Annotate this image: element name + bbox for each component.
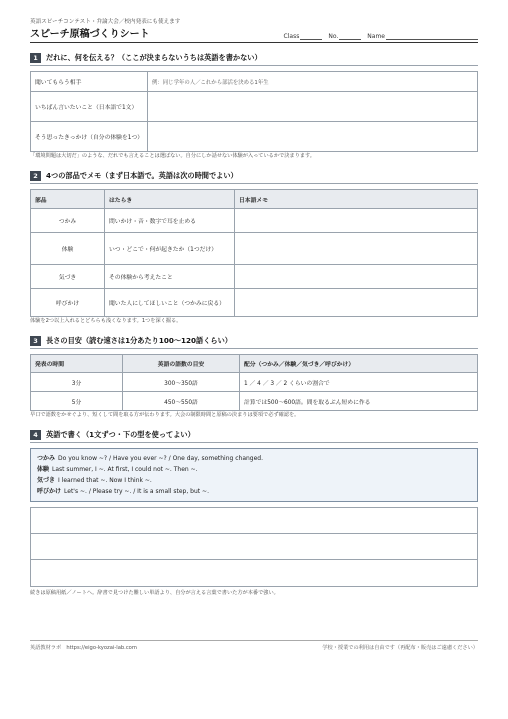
footer-terms: 学校・授業での利用は自由です（再配布・販売はご遠慮ください） (322, 645, 478, 651)
pattern-text: Do you know ~? / Have you ever ~? / One day, something changed. (58, 455, 264, 462)
role-cell: その体験から考えたこと (105, 265, 235, 289)
column-header: 発表の時間 (31, 355, 123, 373)
part-cell: 気づき (31, 265, 105, 289)
pattern-text: Last summer, I ~. At first, I could not ~. Then ~. (52, 466, 198, 473)
table-row (31, 72, 478, 92)
pattern-line (37, 486, 471, 497)
section4-number: 4 (30, 430, 41, 440)
role-cell: 聞いた人にしてほしいこと（つかみに戻る） (105, 289, 235, 317)
name-field[interactable] (367, 33, 478, 40)
time-cell: 5分 (31, 392, 123, 411)
memo-field[interactable] (235, 209, 478, 233)
memo-field[interactable] (235, 265, 478, 289)
memo-field[interactable] (235, 289, 478, 317)
section1-number: 1 (30, 53, 41, 63)
section4-title: 英語で書く（1文ずつ・下の型を使ってよい） (46, 430, 195, 439)
section3-table (30, 354, 478, 411)
column-header: 部品 (31, 190, 105, 209)
table-row (31, 209, 478, 233)
part-cell: 体験 (31, 233, 105, 265)
writing-line[interactable] (31, 560, 477, 586)
row-label: そう思ったきっかけ（自分の体験を1つ） (31, 122, 148, 152)
role-cell: 問いかけ・音・数字で耳を止める (105, 209, 235, 233)
pattern-label: 呼びかけ (37, 488, 62, 495)
writing-line[interactable] (31, 508, 477, 534)
ratio-cell: 1 ／ 4 ／ 3 ／ 2 くらいの割合で (240, 373, 478, 392)
table-row (31, 289, 478, 317)
section1-table (30, 71, 478, 152)
header-subtitle: 英語スピーチコンテスト・弁論大会／校内発表にも使えます (30, 19, 181, 25)
row-value-field[interactable] (148, 92, 478, 122)
pattern-label: 気づき (37, 477, 56, 484)
ratio-cell: 計算では500〜600語。間を取るぶん短めに作る (240, 392, 478, 411)
table-row (31, 373, 478, 392)
part-cell: 呼びかけ (31, 289, 105, 317)
row-value-field[interactable]: 例：同じ学年の人／これから部活を決める1年生 (148, 72, 478, 92)
words-cell: 300〜350語 (123, 373, 240, 392)
footer-source: 英語教材ラボ https://eigo-kyozai-lab.com (30, 645, 137, 651)
role-cell: いつ・どこで・何が起きたか（1つだけ） (105, 233, 235, 265)
section4-header (30, 429, 478, 443)
column-header: 日本語メモ (235, 190, 478, 209)
table-row (31, 392, 478, 411)
section3-title: 長さの目安（読む速さは1分あたり100〜120語くらい） (46, 336, 232, 345)
worksheet (30, 18, 478, 598)
class-field[interactable] (284, 33, 323, 40)
writing-line[interactable] (31, 534, 477, 560)
table-row (31, 122, 478, 152)
part-cell: つかみ (31, 209, 105, 233)
section3-header (30, 335, 478, 349)
row-value-field[interactable] (148, 122, 478, 152)
name-label: Name (367, 33, 385, 40)
pattern-text: Let's ~. / Please try ~. / It is a small step, but ~. (64, 488, 209, 495)
page-title: スピーチ原稿づくりシート (30, 29, 150, 40)
number-field[interactable] (328, 33, 361, 40)
column-header: 配分（つかみ／体験／気づき／呼びかけ） (240, 355, 478, 373)
section3-note: 早口で語数をかせぐより、短くして間を取る方が伝わります。大会の制限時間と原稿の決まりは要項で必ず確認を。 (30, 412, 300, 418)
pattern-line (37, 475, 471, 486)
words-cell: 450〜550語 (123, 392, 240, 411)
sentence-patterns-box (30, 448, 478, 502)
row-label: いちばん言いたいこと（日本語で1文） (31, 92, 148, 122)
section2-table (30, 189, 478, 317)
title-row (30, 27, 478, 43)
student-fields (284, 33, 478, 40)
section2-note: 体験を2つ以上入れるとどちらも浅くなります。1つを深く掘る。 (30, 318, 182, 324)
pattern-text: I learned that ~. Now I think ~. (58, 477, 152, 484)
section1-header (30, 52, 478, 66)
row-label: 聞いてもらう相手 (31, 72, 148, 92)
column-header: 英語の語数の目安 (123, 355, 240, 373)
section1-title: だれに、何を伝える？（ここが決まらないうちは英語を書かない） (46, 53, 262, 62)
table-row (31, 265, 478, 289)
time-cell: 3分 (31, 373, 123, 392)
table-header-row (31, 190, 478, 209)
section2-title: 4つの部品でメモ（まず日本語で。英語は次の時間でよい） (46, 171, 238, 180)
section2-header (30, 170, 478, 184)
column-header: はたらき (105, 190, 235, 209)
table-row (31, 92, 478, 122)
writing-area (30, 507, 478, 587)
table-row (31, 233, 478, 265)
footer (30, 640, 478, 651)
class-label: Class (283, 33, 300, 40)
section3-number: 3 (30, 336, 41, 346)
memo-field[interactable] (235, 233, 478, 265)
table-header-row (31, 355, 478, 373)
section2-number: 2 (30, 171, 41, 181)
pattern-label: つかみ (37, 455, 56, 462)
number-label: No. (328, 33, 339, 40)
pattern-label: 体験 (37, 466, 50, 473)
pattern-line (37, 464, 471, 475)
section4-note: 続きは原稿用紙／ノートへ。辞書で見つけた難しい単語より、自分が言える言葉で書いた方が本番で強い。 (30, 590, 279, 596)
section1-note: 「環境問題は大切だ」のような、だれでも言えることは選ばない。自分にしか話せない体験が入っているかで決まります。 (30, 153, 315, 159)
pattern-line (37, 453, 471, 464)
